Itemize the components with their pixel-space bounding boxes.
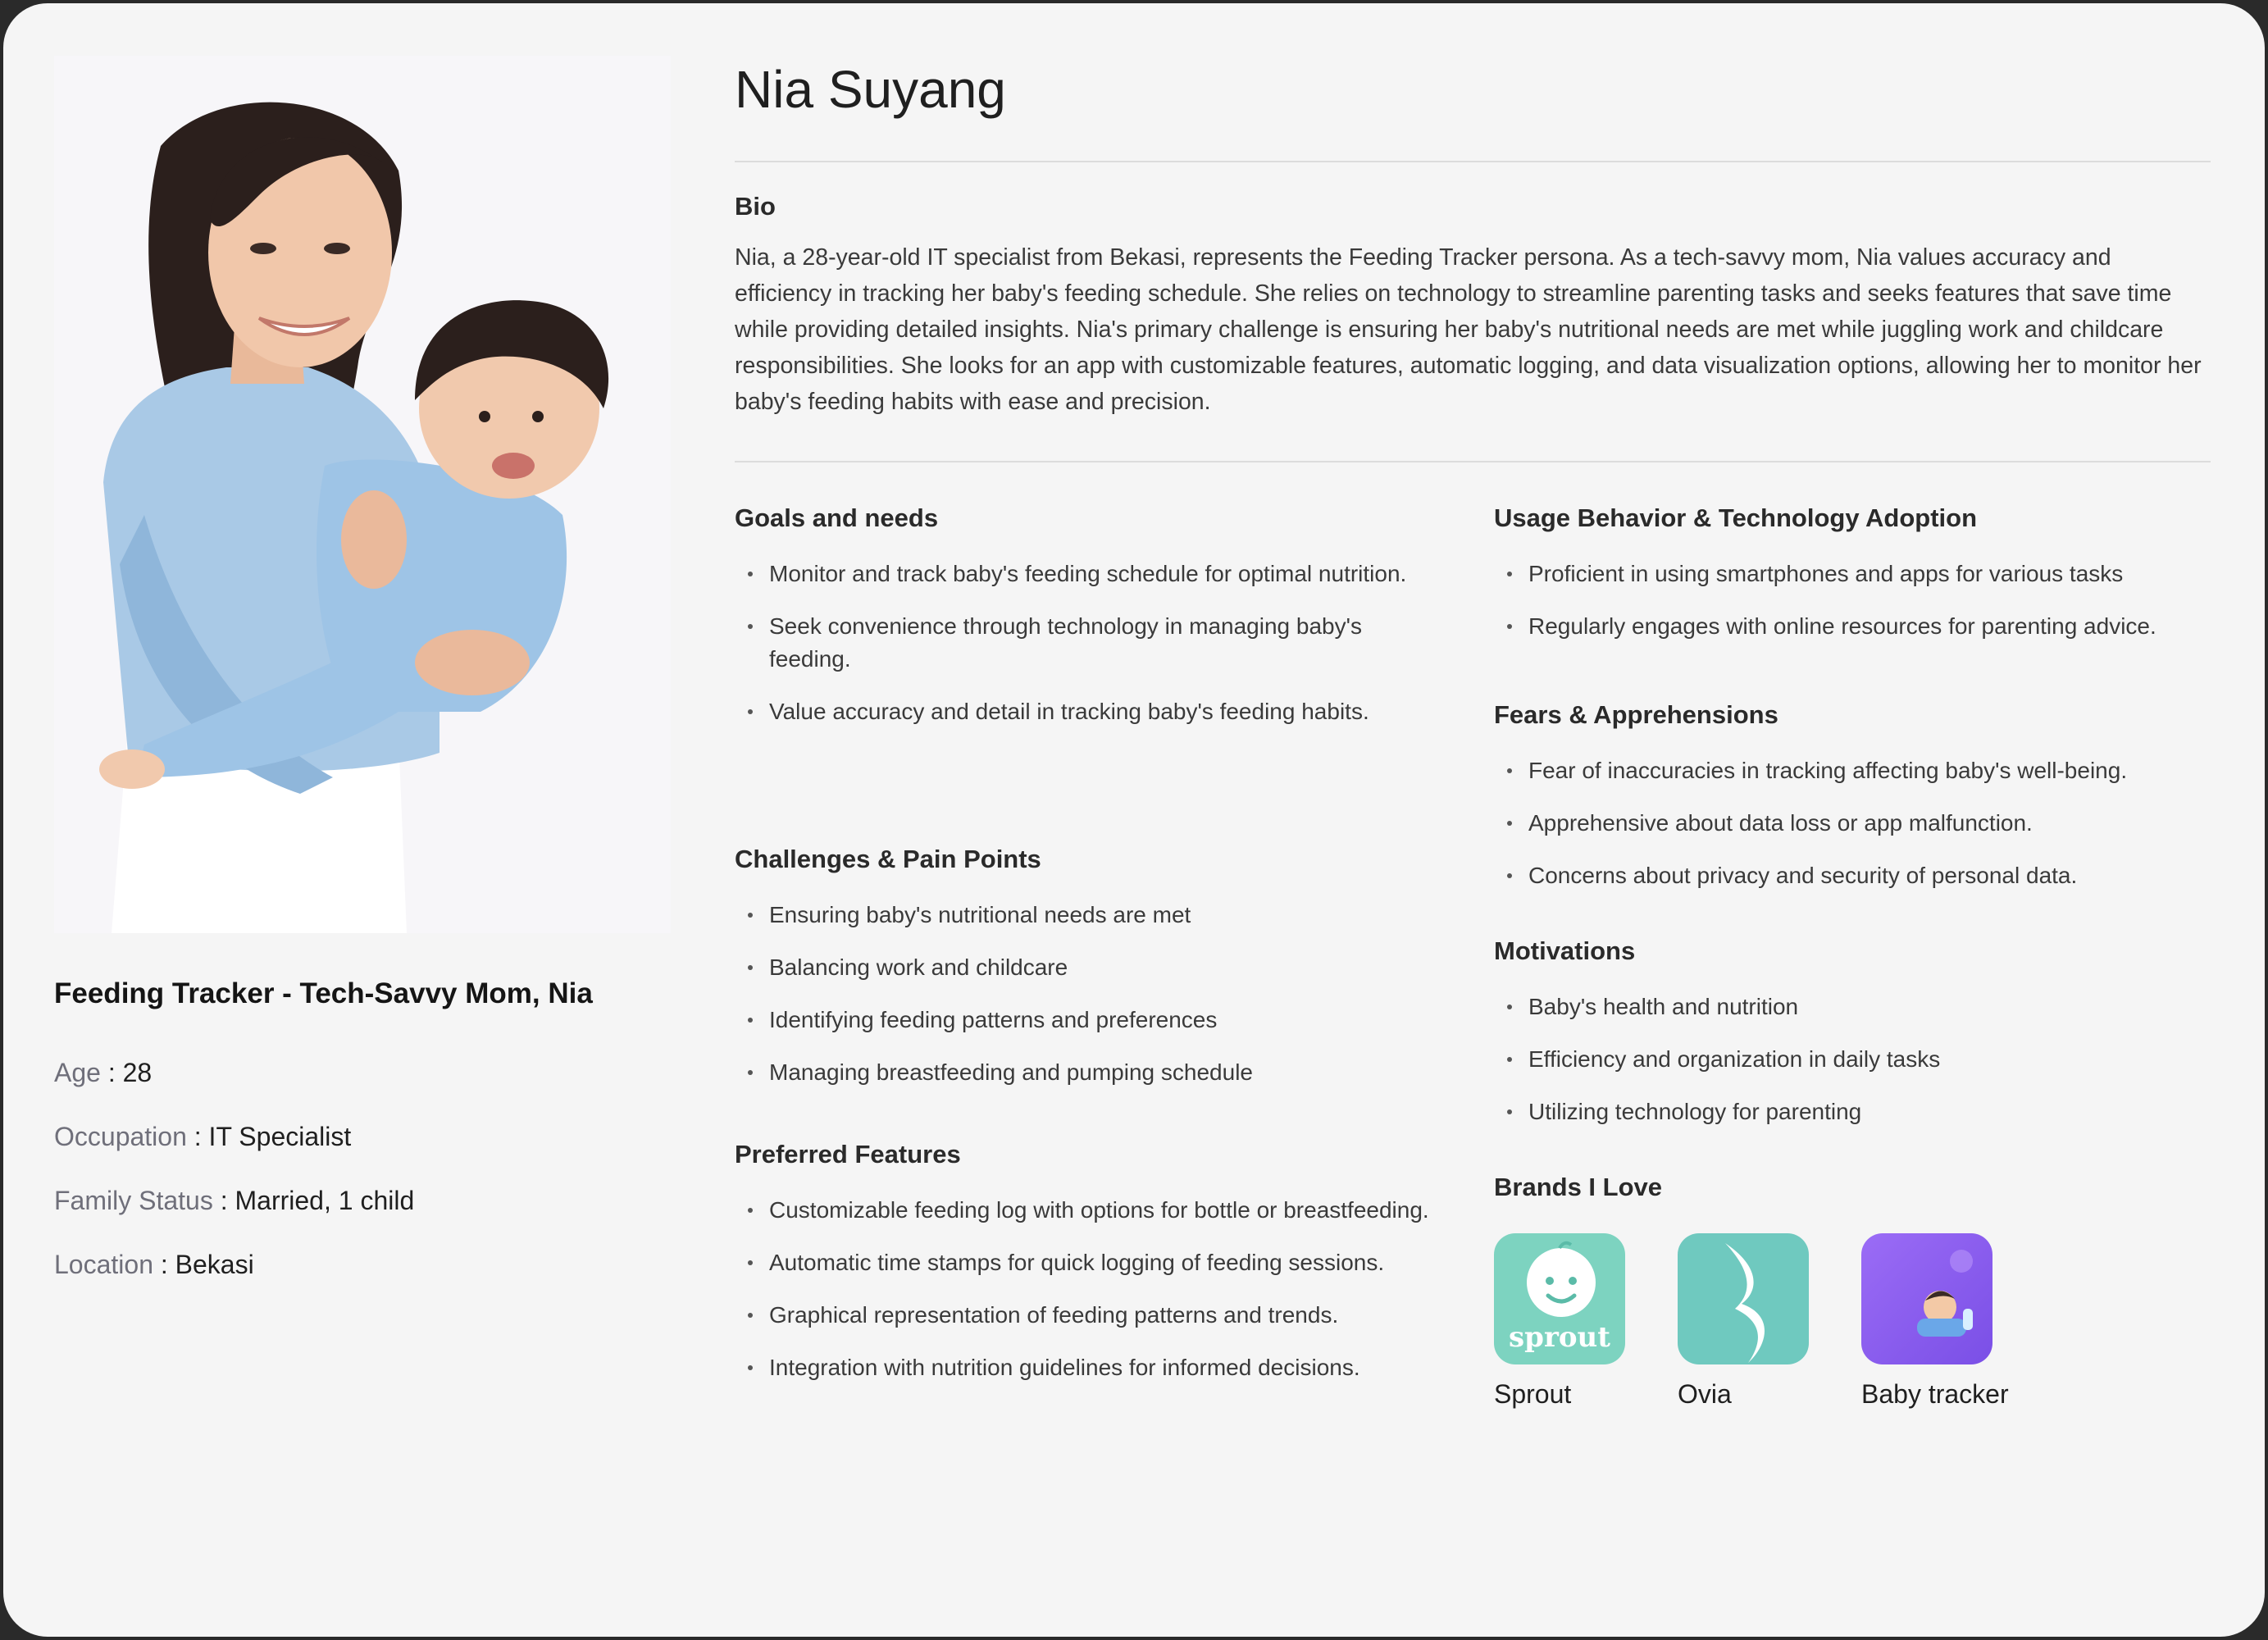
mother-and-baby-illustration: [54, 56, 671, 933]
motivations-list: [1494, 991, 2207, 1128]
challenges-section: [735, 845, 1448, 1109]
attribute-location: Location : Bekasi: [54, 1250, 254, 1279]
list-item: Ensuring baby's nutritional needs are met: [735, 899, 1448, 932]
attribute-label: Family Status: [54, 1186, 213, 1215]
features-heading: Preferred Features: [735, 1140, 961, 1168]
features-section: [735, 1140, 1448, 1404]
persona-attributes: [54, 1053, 414, 1309]
motivations-heading: Motivations: [1494, 936, 1636, 965]
left-sections: [735, 503, 1448, 748]
fears-heading: Fears & Apprehensions: [1494, 700, 1778, 729]
list-item: Apprehensive about data loss or app malfunction.: [1494, 807, 2207, 840]
attribute-value: Married, 1 child: [235, 1186, 415, 1215]
divider: [735, 461, 2211, 462]
usage-heading: Usage Behavior & Technology Adoption: [1494, 503, 1978, 532]
brands-section: [1494, 1173, 2207, 1410]
divider: [735, 161, 2211, 162]
list-item: Regularly engages with online resources for parenting advice.: [1494, 610, 2207, 643]
list-item: Baby's health and nutrition: [1494, 991, 2207, 1023]
goals-list: [735, 558, 1448, 728]
fears-list: [1494, 754, 2207, 892]
attribute-label: Age: [54, 1058, 101, 1087]
list-item: Fear of inaccuracies in tracking affecting baby's well-being.: [1494, 754, 2207, 787]
list-item: Graphical representation of feeding patterns and trends.: [735, 1299, 1448, 1332]
list-item: Customizable feeding log with options for bottle or breastfeeding.: [735, 1194, 1448, 1227]
attribute-label: Occupation: [54, 1122, 187, 1151]
persona-name: Nia Suyang: [735, 60, 1006, 119]
list-item: Balancing work and childcare: [735, 951, 1448, 984]
list-item: Value accuracy and detail in tracking baby's feeding habits.: [735, 695, 1448, 728]
features-list: [735, 1194, 1448, 1384]
persona-card: [3, 3, 2265, 1637]
usage-section: [1494, 503, 2207, 663]
list-item: Monitor and track baby's feeding schedule for optimal nutrition.: [735, 558, 1448, 590]
fears-section: [1494, 700, 2207, 912]
list-item: Integration with nutrition guidelines for informed decisions.: [735, 1351, 1448, 1384]
attribute-value: Bekasi: [175, 1250, 254, 1279]
bio-text: Nia, a 28-year-old IT specialist from Bekasi, represents the Feeding Tracker persona. As a tech-savvy mom, Nia values accuracy and efficiency in tracking her baby's feeding schedule. She relies on technology to streamline parenting tasks and seeks features that save time while providing detailed insights. Nia's primary challenge is ensuring her baby's nutritional needs are met while juggling work and childcare responsibilities. She looks for an app with customizable features, automatic logging, and data visualization options, allowing her to monitor her baby's feeding habits with ease and precision.: [735, 244, 2202, 415]
ovia-logo-icon: [1678, 1233, 1809, 1364]
attribute-value: 28: [122, 1058, 153, 1087]
brands-list: [1494, 1233, 2207, 1410]
list-item: Proficient in using smartphones and apps for various tasks: [1494, 558, 2207, 590]
persona-title: Feeding Tracker - Tech-Savvy Mom, Nia: [54, 977, 593, 1009]
brands-heading: Brands I Love: [1494, 1173, 1662, 1201]
list-item: Concerns about privacy and security of personal data.: [1494, 859, 2207, 892]
sprout-logo-icon: [1494, 1233, 1625, 1364]
brand-ovia: [1678, 1233, 1809, 1410]
list-item: Identifying feeding patterns and preferences: [735, 1004, 1448, 1036]
goals-heading: Goals and needs: [735, 503, 939, 532]
challenges-list: [735, 899, 1448, 1089]
list-item: Automatic time stamps for quick logging of feeding sessions.: [735, 1246, 1448, 1279]
attribute-label: Location: [54, 1250, 153, 1279]
bio-heading: Bio: [735, 192, 776, 221]
sprout-logo-text: sprout: [1509, 1321, 1610, 1354]
attribute-value: IT Specialist: [208, 1122, 352, 1151]
attribute-age: Age : 28: [54, 1058, 153, 1087]
persona-photo: [54, 56, 671, 933]
attribute-occupation: Occupation : IT Specialist: [54, 1122, 352, 1151]
baby-tracker-logo-icon: [1861, 1233, 1992, 1364]
list-item: Seek convenience through technology in managing baby's feeding.: [735, 610, 1448, 676]
brand-baby-tracker: [1861, 1233, 2009, 1410]
brand-name: Sprout: [1494, 1379, 1572, 1409]
list-item: Utilizing technology for parenting: [1494, 1096, 2207, 1128]
challenges-heading: Challenges & Pain Points: [735, 845, 1041, 873]
motivations-section: [1494, 936, 2207, 1148]
brand-sprout: [1494, 1233, 1625, 1410]
brand-name: Ovia: [1678, 1379, 1732, 1409]
usage-list: [1494, 558, 2207, 643]
list-item: Managing breastfeeding and pumping schedule: [735, 1056, 1448, 1089]
attribute-family-status: Family Status : Married, 1 child: [54, 1186, 415, 1215]
persona-details: [735, 3, 2211, 1637]
brand-name: Baby tracker: [1861, 1379, 2009, 1409]
list-item: Efficiency and organization in daily tasks: [1494, 1043, 2207, 1076]
